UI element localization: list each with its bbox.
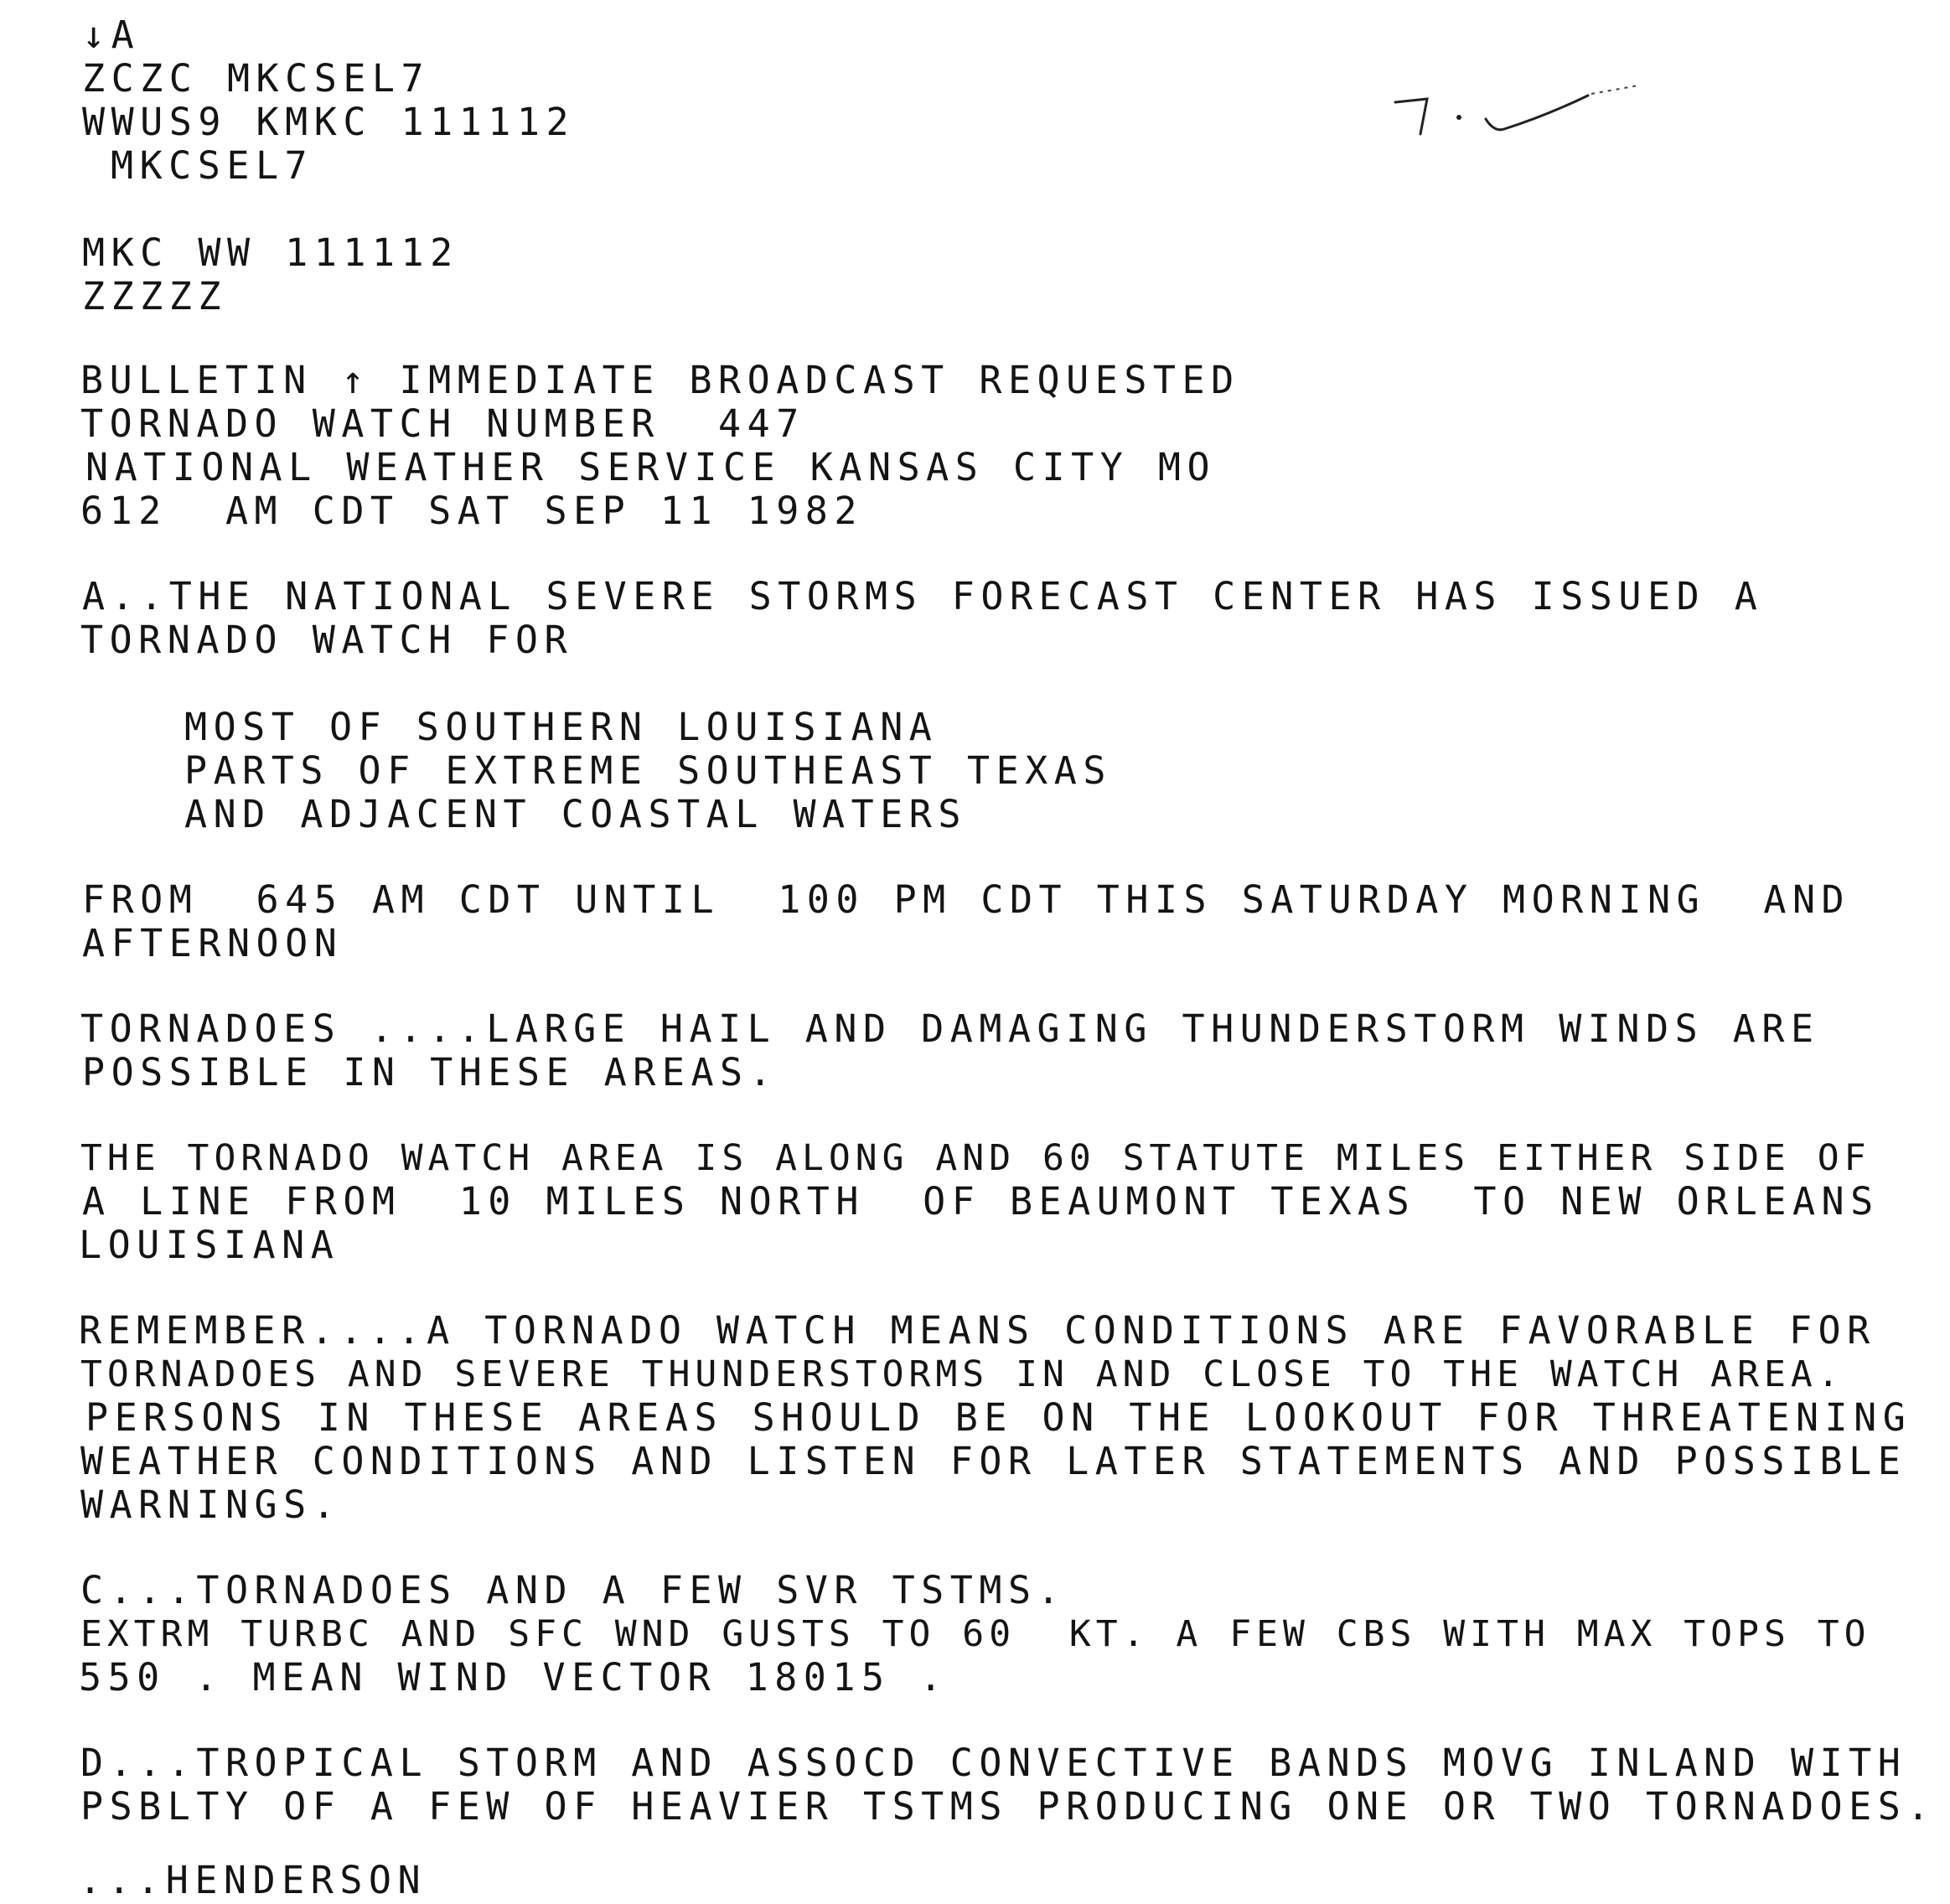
header-line-2: ZCZC MKCSEL7 xyxy=(82,56,431,101)
area-item: PARTS OF EXTREME SOUTHEAST TEXAS xyxy=(184,748,1112,793)
bulletin-line: BULLETIN ↑ IMMEDIATE BROADCAST REQUESTED xyxy=(80,358,1240,402)
header-line-6: ZZZZZ xyxy=(82,274,227,318)
section-c-line-3: 550 . MEAN WIND VECTOR 18015 . xyxy=(79,1655,949,1700)
section-c-line-2: EXTRM TURBC AND SFC WND GUSTS TO 60 KT. A FEW CBS WITH MAX TOPS TO xyxy=(80,1613,1871,1655)
handwritten-check-mark xyxy=(1387,84,1655,151)
remember-line-3: PERSONS IN THESE AREAS SHOULD BE ON THE LOOKOUT FOR THREATENING xyxy=(85,1395,1912,1440)
remember-line-5: WARNINGS. xyxy=(80,1482,342,1527)
signature-line: ...HENDERSON xyxy=(79,1858,427,1902)
remember-line-4: WEATHER CONDITIONS AND LISTEN FOR LATER STATEMENTS AND POSSIBLE xyxy=(80,1439,1907,1483)
timing-line-1: FROM 645 AM CDT UNTIL 100 PM CDT THIS SATURDAY MORNING AND xyxy=(82,877,1851,922)
header-line-5: MKC WW 111112 xyxy=(82,230,459,275)
section-d-line-2: PSBLTY OF A FEW OF HEAVIER TSTMS PRODUCING ONE OR TWO TORNADOES. xyxy=(80,1784,1936,1829)
section-c-line-1: C...TORNADOES AND A FEW SVR TSTMS. xyxy=(80,1568,1067,1612)
issuing-office-line: NATIONAL WEATHER SERVICE KANSAS CITY MO xyxy=(85,445,1217,489)
header-line-4: MKCSEL7 xyxy=(111,143,314,188)
watch-area-line-3: LOUISIANA xyxy=(79,1223,340,1267)
area-item: AND ADJACENT COASTAL WATERS xyxy=(184,792,967,836)
section-a-line-1: A..THE NATIONAL SEVERE STORMS FORECAST CENTER HAS ISSUED A xyxy=(82,574,1764,618)
watch-number-line: TORNADO WATCH NUMBER 447 xyxy=(80,401,805,446)
remember-line-2: TORNADOES AND SEVERE THUNDERSTORMS IN AND CLOSE TO THE WATCH AREA. xyxy=(80,1353,1844,1395)
issue-time-line: 612 AM CDT SAT SEP 11 1982 xyxy=(80,489,863,533)
section-d-line-1: D...TROPICAL STORM AND ASSOCD CONVECTIVE BANDS MOVG INLAND WITH xyxy=(80,1741,1907,1785)
remember-line-1: REMEMBER....A TORNADO WATCH MEANS CONDITIONS ARE FAVORABLE FOR xyxy=(79,1308,1876,1353)
hazards-line-2: POSSIBLE IN THESE AREAS. xyxy=(82,1050,778,1094)
section-a-line-2: TORNADO WATCH FOR xyxy=(80,618,574,662)
area-item: MOST OF SOUTHERN LOUISIANA xyxy=(184,705,939,749)
hazards-line-1: TORNADOES ....LARGE HAIL AND DAMAGING THUNDERSTORM WINDS ARE xyxy=(80,1006,1820,1051)
header-line-1: ↓A xyxy=(82,13,141,57)
watch-area-line-2: A LINE FROM 10 MILES NORTH OF BEAUMONT TEXAS TO NEW ORLEANS xyxy=(82,1179,1880,1224)
header-line-3: WWUS9 KMKC 111112 xyxy=(82,100,576,144)
watch-area-line-1: THE TORNADO WATCH AREA IS ALONG AND 60 STATUTE MILES EITHER SIDE OF xyxy=(80,1137,1871,1179)
timing-line-2: AFTERNOON xyxy=(82,921,344,965)
